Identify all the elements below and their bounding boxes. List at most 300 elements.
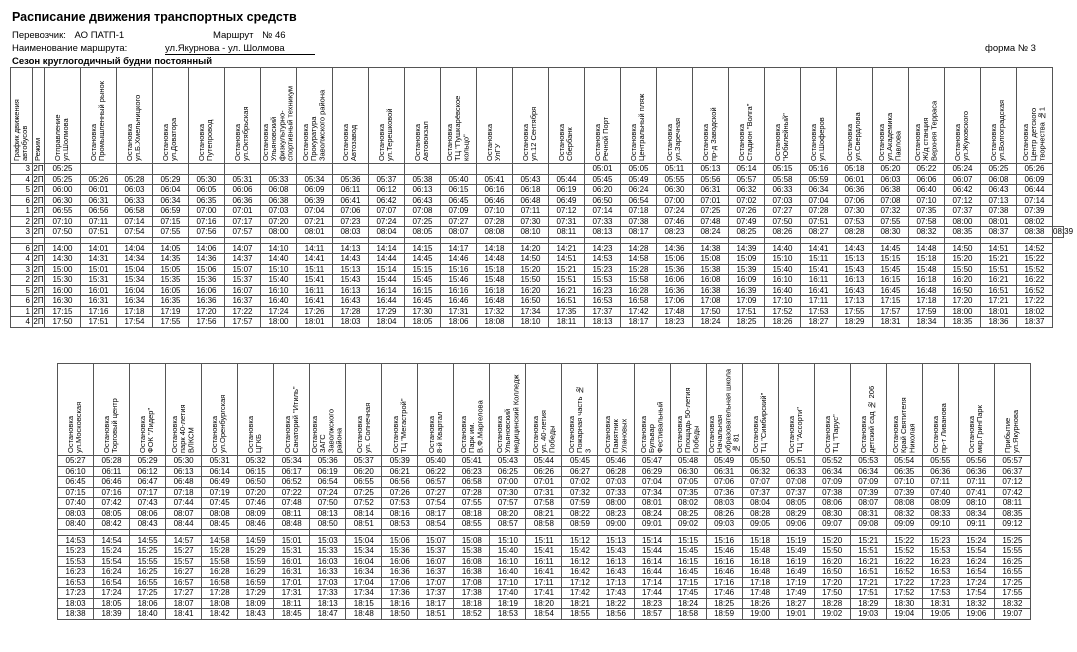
time-cell: 16:13 (837, 275, 873, 286)
time-cell: 14:07 (225, 243, 261, 254)
time-cell: 16:53 (585, 296, 621, 307)
time-cell: 07:27 (765, 206, 801, 217)
time-cell: 07:51 (81, 227, 117, 238)
time-cell: 17:30 (405, 306, 441, 317)
table-row (11, 243, 1064, 254)
time-cell: 16:19 (778, 556, 814, 567)
time-cell: 07:21 (297, 216, 333, 227)
time-cell: 08:16 (382, 508, 418, 519)
time-cell: 17:20 (189, 306, 225, 317)
time-cell: 16:57 (166, 577, 202, 588)
table-row (58, 487, 1031, 498)
time-cell: 16:41 (526, 567, 562, 578)
time-cell: 07:55 (873, 216, 909, 227)
time-cell: 07:14 (585, 206, 621, 217)
time-cell: 06:39 (297, 195, 333, 206)
table-row (11, 306, 1064, 317)
time-cell: 07:16 (189, 216, 225, 227)
time-cell: 15:41 (801, 264, 837, 275)
time-cell: 06:32 (742, 466, 778, 477)
time-cell: 07:27 (441, 216, 477, 227)
time-cell: 18:27 (801, 317, 837, 328)
time-cell: 05:44 (526, 456, 562, 467)
time-cell (117, 164, 153, 175)
time-cell: 05:01 (585, 164, 621, 175)
time-cell: 14:30 (45, 254, 81, 265)
time-cell: 06:22 (418, 466, 454, 477)
column-header-label: Остановка ТЦ "Ассорти" (786, 407, 805, 453)
time-cell: 15:40 (261, 275, 297, 286)
time-cell: 14:36 (189, 254, 225, 265)
table-row (58, 477, 1031, 488)
time-cell: 16:35 (153, 296, 189, 307)
time-cell: 16:14 (369, 285, 405, 296)
time-cell: 07:57 (490, 498, 526, 509)
time-cell: 16:38 (693, 285, 729, 296)
time-cell: 05:25 (981, 164, 1017, 175)
time-cell: 18:15 (346, 598, 382, 609)
time-cell: 06:15 (441, 185, 477, 196)
time-cell: 4 (11, 254, 33, 265)
time-cell: 17:09 (729, 296, 765, 307)
time-cell: 08:53 (382, 519, 418, 530)
time-cell: 17:10 (765, 296, 801, 307)
time-cell: 15:11 (526, 535, 562, 546)
time-cell: 18:21 (562, 598, 598, 609)
time-cell: 08:24 (693, 227, 729, 238)
time-cell: 16:50 (513, 296, 549, 307)
time-cell: 14:43 (333, 254, 369, 265)
time-cell: 16:50 (814, 567, 850, 578)
column-header (81, 68, 117, 164)
time-cell: 15:06 (382, 535, 418, 546)
table-row (58, 466, 1031, 477)
time-cell: 06:24 (621, 185, 657, 196)
time-cell: 18:57 (634, 609, 670, 620)
time-cell: 17:56 (189, 317, 225, 328)
time-cell: 16:18 (909, 275, 945, 286)
column-header (477, 68, 513, 164)
time-cell: 07:48 (274, 498, 310, 509)
time-cell: 16:28 (621, 285, 657, 296)
time-cell: 07:30 (837, 206, 873, 217)
time-cell: 07:16 (94, 487, 130, 498)
time-cell: 17:44 (634, 588, 670, 599)
time-cell (333, 164, 369, 175)
column-header-label: Остановка Край Святителя Николая (890, 397, 917, 453)
time-cell: 09:11 (958, 519, 994, 530)
time-cell: 16:23 (58, 567, 94, 578)
time-cell: 05:22 (909, 164, 945, 175)
time-cell: 18:00 (261, 317, 297, 328)
time-cell: 17:04 (346, 577, 382, 588)
column-header (117, 68, 153, 164)
time-cell: 17:55 (837, 306, 873, 317)
time-cell: 15:08 (454, 535, 490, 546)
time-cell: 07:44 (166, 498, 202, 509)
time-cell: 17:22 (886, 577, 922, 588)
time-cell: 05:30 (189, 174, 225, 185)
time-cell: 16:11 (801, 275, 837, 286)
time-cell: 16:12 (562, 556, 598, 567)
time-cell: 18:01 (981, 306, 1017, 317)
time-cell: 16:49 (778, 567, 814, 578)
time-cell: 08:42 (94, 519, 130, 530)
table-row (58, 498, 1031, 509)
column-header (490, 364, 526, 456)
time-cell: 08:35 (994, 508, 1030, 519)
time-cell: 16:52 (886, 567, 922, 578)
time-cell: 06:54 (621, 195, 657, 206)
time-cell: 18:00 (945, 306, 981, 317)
time-cell: 14:48 (477, 254, 513, 265)
time-cell: 07:53 (382, 498, 418, 509)
time-cell: 07:55 (454, 498, 490, 509)
column-header (369, 68, 405, 164)
time-cell: 05:38 (405, 174, 441, 185)
time-cell: 18:22 (598, 598, 634, 609)
time-cell: 17:22 (225, 306, 261, 317)
time-cell: 15:13 (333, 264, 369, 275)
time-cell: 08:17 (418, 508, 454, 519)
time-cell: 06:01 (837, 174, 873, 185)
time-cell: 16:21 (850, 556, 886, 567)
time-cell: 14:35 (153, 254, 189, 265)
time-cell: 14:55 (130, 535, 166, 546)
time-cell: 08:54 (418, 519, 454, 530)
time-cell: 08:08 (886, 498, 922, 509)
time-cell: 15:46 (441, 275, 477, 286)
time-cell: 06:17 (274, 466, 310, 477)
time-cell: 08:43 (130, 519, 166, 530)
column-header-label: Остановка "Юбилейный" (773, 113, 791, 161)
time-cell: 18:30 (886, 598, 922, 609)
column-header-label: Остановка ул.Шоферов (809, 117, 827, 161)
time-cell: 07:20 (238, 487, 274, 498)
time-cell: 05:27 (58, 456, 94, 467)
time-cell: 07:39 (1017, 206, 1053, 217)
time-cell: 06:31 (706, 466, 742, 477)
time-cell: 15:25 (130, 546, 166, 557)
table-row (11, 195, 1064, 206)
time-cell: 07:28 (454, 487, 490, 498)
column-header-label: Остановка ТЦ "Пушкарёвское кольцо" (445, 95, 471, 161)
time-cell: 18:37 (1017, 317, 1053, 328)
time-cell: 07:55 (153, 227, 189, 238)
time-cell: 06:05 (189, 185, 225, 196)
time-cell: 17:25 (130, 588, 166, 599)
time-cell: 07:43 (130, 498, 166, 509)
time-cell: 16:33 (310, 567, 346, 578)
time-cell: 07:37 (742, 487, 778, 498)
time-cell: 07:57 (225, 227, 261, 238)
time-cell: 16:40 (765, 285, 801, 296)
time-cell: 19:01 (778, 609, 814, 620)
time-cell: 17:16 (706, 577, 742, 588)
column-header-label: Остановка Речной Порт (593, 116, 611, 161)
time-cell: 16:54 (94, 577, 130, 588)
column-header (742, 364, 778, 456)
time-cell: 17:22 (1017, 296, 1053, 307)
time-cell: 2 (11, 275, 33, 286)
time-cell: 07:45 (202, 498, 238, 509)
time-cell: 05:57 (994, 456, 1030, 467)
time-cell: 16:18 (742, 556, 778, 567)
time-cell: 17:16 (81, 306, 117, 317)
time-cell: 08:31 (850, 508, 886, 519)
time-cell: 14:50 (945, 243, 981, 254)
time-cell: 05:50 (742, 456, 778, 467)
time-cell: 08:39 (1053, 227, 1074, 237)
time-cell: 07:20 (261, 216, 297, 227)
time-cell: 18:18 (454, 598, 490, 609)
time-cell: 14:41 (297, 254, 333, 265)
column-header (706, 364, 742, 456)
time-cell: 05:36 (310, 456, 346, 467)
time-cell: 3 (11, 264, 33, 275)
time-cell: 15:53 (585, 275, 621, 286)
time-cell: 14:18 (477, 243, 513, 254)
time-cell: 15:57 (166, 556, 202, 567)
time-cell: 15:20 (513, 264, 549, 275)
column-header-label: Остановка Автовокзал (413, 121, 431, 161)
time-cell: 05:49 (621, 174, 657, 185)
time-cell: 16:14 (634, 556, 670, 567)
column-header-label: Отправление ул.Шолмова (53, 114, 71, 161)
time-cell: 17:28 (202, 588, 238, 599)
time-cell: 18:08 (202, 598, 238, 609)
time-cell: 16:41 (801, 285, 837, 296)
table-row (11, 317, 1064, 328)
time-cell: 16:25 (130, 567, 166, 578)
time-cell: 09:00 (598, 519, 634, 530)
time-cell (369, 164, 405, 175)
time-cell: 14:04 (117, 243, 153, 254)
time-cell: 16:38 (454, 567, 490, 578)
time-cell: 16:20 (513, 285, 549, 296)
time-cell: 18:28 (814, 598, 850, 609)
time-cell: 17:13 (837, 296, 873, 307)
column-header-label: Остановка ул. Солнечная (354, 402, 372, 453)
time-cell: 14:28 (621, 243, 657, 254)
time-cell: 07:34 (634, 487, 670, 498)
time-cell: 08:28 (837, 227, 873, 238)
time-cell: 16:13 (333, 285, 369, 296)
time-cell: 2П (33, 227, 44, 237)
time-cell: 06:57 (418, 477, 454, 488)
time-cell: 17:15 (873, 296, 909, 307)
time-cell: 08:14 (346, 508, 382, 519)
time-cell: 06:10 (58, 466, 94, 477)
time-cell: 08:07 (441, 227, 477, 238)
time-cell: 05:34 (274, 456, 310, 467)
time-cell: 18:52 (454, 609, 490, 620)
time-cell: 16:51 (549, 296, 585, 307)
column-header-label: Остановка ТЦ "Мегастрой" (390, 398, 408, 453)
time-cell: 14:06 (189, 243, 225, 254)
time-cell: 08:58 (526, 519, 562, 530)
column-header-label: Остановка Промышленный рынок (89, 81, 107, 161)
time-cell: 05:26 (1017, 164, 1053, 175)
time-cell: 16:52 (1017, 285, 1053, 296)
time-cell: 06:21 (382, 466, 418, 477)
time-cell: 06:27 (562, 466, 598, 477)
time-cell: 08:46 (238, 519, 274, 530)
time-cell: 07:15 (58, 487, 94, 498)
time-cell: 08:07 (850, 498, 886, 509)
time-cell: 16:46 (441, 296, 477, 307)
time-cell: 07:04 (297, 206, 333, 217)
time-cell: 15:40 (490, 546, 526, 557)
time-cell: 17:49 (778, 588, 814, 599)
time-cell: 5 (11, 285, 33, 296)
time-cell: 15:55 (994, 546, 1030, 557)
time-cell: 15:27 (166, 546, 202, 557)
time-cell: 17:37 (585, 306, 621, 317)
route-value: № 46 (262, 30, 286, 41)
time-cell: 17:25 (994, 577, 1030, 588)
time-cell: 16:20 (945, 275, 981, 286)
column-header-label: Остановка ул.Волгоградская (989, 99, 1007, 161)
time-cell: 17:52 (886, 588, 922, 599)
time-cell: 15:42 (562, 546, 598, 557)
time-cell: 2П (33, 195, 44, 205)
time-cell: 15:15 (405, 264, 441, 275)
time-cell: 18:50 (382, 609, 418, 620)
column-header (310, 364, 346, 456)
time-cell: 18:23 (634, 598, 670, 609)
time-cell: 17:24 (261, 306, 297, 317)
time-cell: 15:43 (598, 546, 634, 557)
time-cell: 16:10 (765, 275, 801, 286)
time-cell: 16:37 (418, 567, 454, 578)
time-cell: 18:24 (693, 317, 729, 328)
time-cell: 17:45 (670, 588, 706, 599)
route-name-value: ул.Якурнова - ул. Шолмова (165, 43, 315, 55)
time-cell: 14:00 (45, 243, 81, 254)
time-cell: 08:05 (778, 498, 814, 509)
time-cell: 07:27 (418, 487, 454, 498)
column-header-label: Остановка Прокуратура Заволжского района (301, 89, 327, 161)
time-cell: 07:26 (729, 206, 765, 217)
table-row (11, 216, 1064, 227)
time-cell: 17:20 (945, 296, 981, 307)
time-cell: 07:30 (490, 487, 526, 498)
time-cell: 06:58 (117, 206, 153, 217)
time-cell: 15:51 (850, 546, 886, 557)
column-header-label: Остановка пр-д Заводской (701, 107, 719, 161)
time-cell: 18:56 (598, 609, 634, 620)
time-cell: 07:40 (922, 487, 958, 498)
time-cell: 05:37 (346, 456, 382, 467)
time-cell: 15:23 (58, 546, 94, 557)
time-cell: 07:50 (765, 216, 801, 227)
time-cell: 09:12 (994, 519, 1030, 530)
time-cell: 18:10 (513, 317, 549, 328)
time-cell: 07:52 (346, 498, 382, 509)
time-cell: 07:37 (945, 206, 981, 217)
time-cell: 14:57 (166, 535, 202, 546)
time-cell: 14:31 (81, 254, 117, 265)
time-cell: 08:40 (58, 519, 94, 530)
time-cell: 14:20 (513, 243, 549, 254)
column-header-label: Остановка Начальная образовательная школа № 81 (706, 368, 741, 453)
time-cell: 15:14 (634, 535, 670, 546)
time-cell: 2П (33, 264, 44, 274)
time-cell: 08:06 (814, 498, 850, 509)
column-header-label: Остановка Торговый центр (102, 398, 120, 453)
time-cell: 08:51 (346, 519, 382, 530)
time-cell: 07:00 (657, 195, 693, 206)
time-cell: 06:11 (94, 466, 130, 477)
time-cell: 07:05 (670, 477, 706, 488)
time-cell: 09:10 (922, 519, 958, 530)
table-row (58, 588, 1031, 599)
column-header (58, 364, 94, 456)
column-header-label: Остановка Пожарная часть № 3 (566, 385, 593, 453)
time-cell: 17:15 (670, 577, 706, 588)
column-header-label: Остановка ул.Академика Павлова (877, 112, 903, 161)
time-cell: 06:30 (670, 466, 706, 477)
time-cell: 16:53 (58, 577, 94, 588)
column-header-label: Остановка ул.Терешковой (377, 108, 395, 161)
time-cell: 14:43 (837, 243, 873, 254)
time-cell: 18:26 (765, 317, 801, 328)
time-cell: 08:38 (1017, 227, 1053, 238)
time-cell: 15:01 (274, 535, 310, 546)
time-cell: 06:19 (549, 185, 585, 196)
time-cell: 07:24 (310, 487, 346, 498)
table-row (58, 609, 1031, 620)
time-cell: 07:02 (562, 477, 598, 488)
time-cell: 06:48 (513, 195, 549, 206)
column-header (418, 364, 454, 456)
time-cell: 07:38 (814, 487, 850, 498)
time-cell: 17:23 (58, 588, 94, 599)
time-cell: 14:44 (369, 254, 405, 265)
time-cell: 08:55 (454, 519, 490, 530)
table-row (11, 275, 1064, 286)
time-cell: 08:23 (657, 227, 693, 238)
time-cell: 17:24 (958, 577, 994, 588)
time-cell: 06:01 (81, 185, 117, 196)
time-cell: 09:05 (742, 519, 778, 530)
time-cell: 16:45 (670, 567, 706, 578)
time-cell: 15:05 (153, 264, 189, 275)
time-cell: 18:43 (238, 609, 274, 620)
time-cell: 05:15 (765, 164, 801, 175)
time-cell: 15:28 (621, 264, 657, 275)
time-cell: 08:57 (490, 519, 526, 530)
time-cell: 07:39 (850, 487, 886, 498)
time-cell: 17:13 (598, 577, 634, 588)
time-cell: 1 (11, 306, 33, 317)
time-cell (225, 164, 261, 175)
time-cell: 08:03 (706, 498, 742, 509)
time-cell: 06:41 (333, 195, 369, 206)
time-cell: 14:53 (585, 254, 621, 265)
time-cell (261, 164, 297, 175)
time-cell: 08:35 (945, 227, 981, 238)
time-cell: 06:07 (945, 174, 981, 185)
time-cell: 2П (33, 206, 44, 216)
time-cell: 08:01 (634, 498, 670, 509)
time-cell: 15:10 (261, 264, 297, 275)
time-cell: 19:05 (922, 609, 958, 620)
time-cell: 09:09 (886, 519, 922, 530)
time-cell: 07:03 (765, 195, 801, 206)
time-cell: 08:10 (958, 498, 994, 509)
